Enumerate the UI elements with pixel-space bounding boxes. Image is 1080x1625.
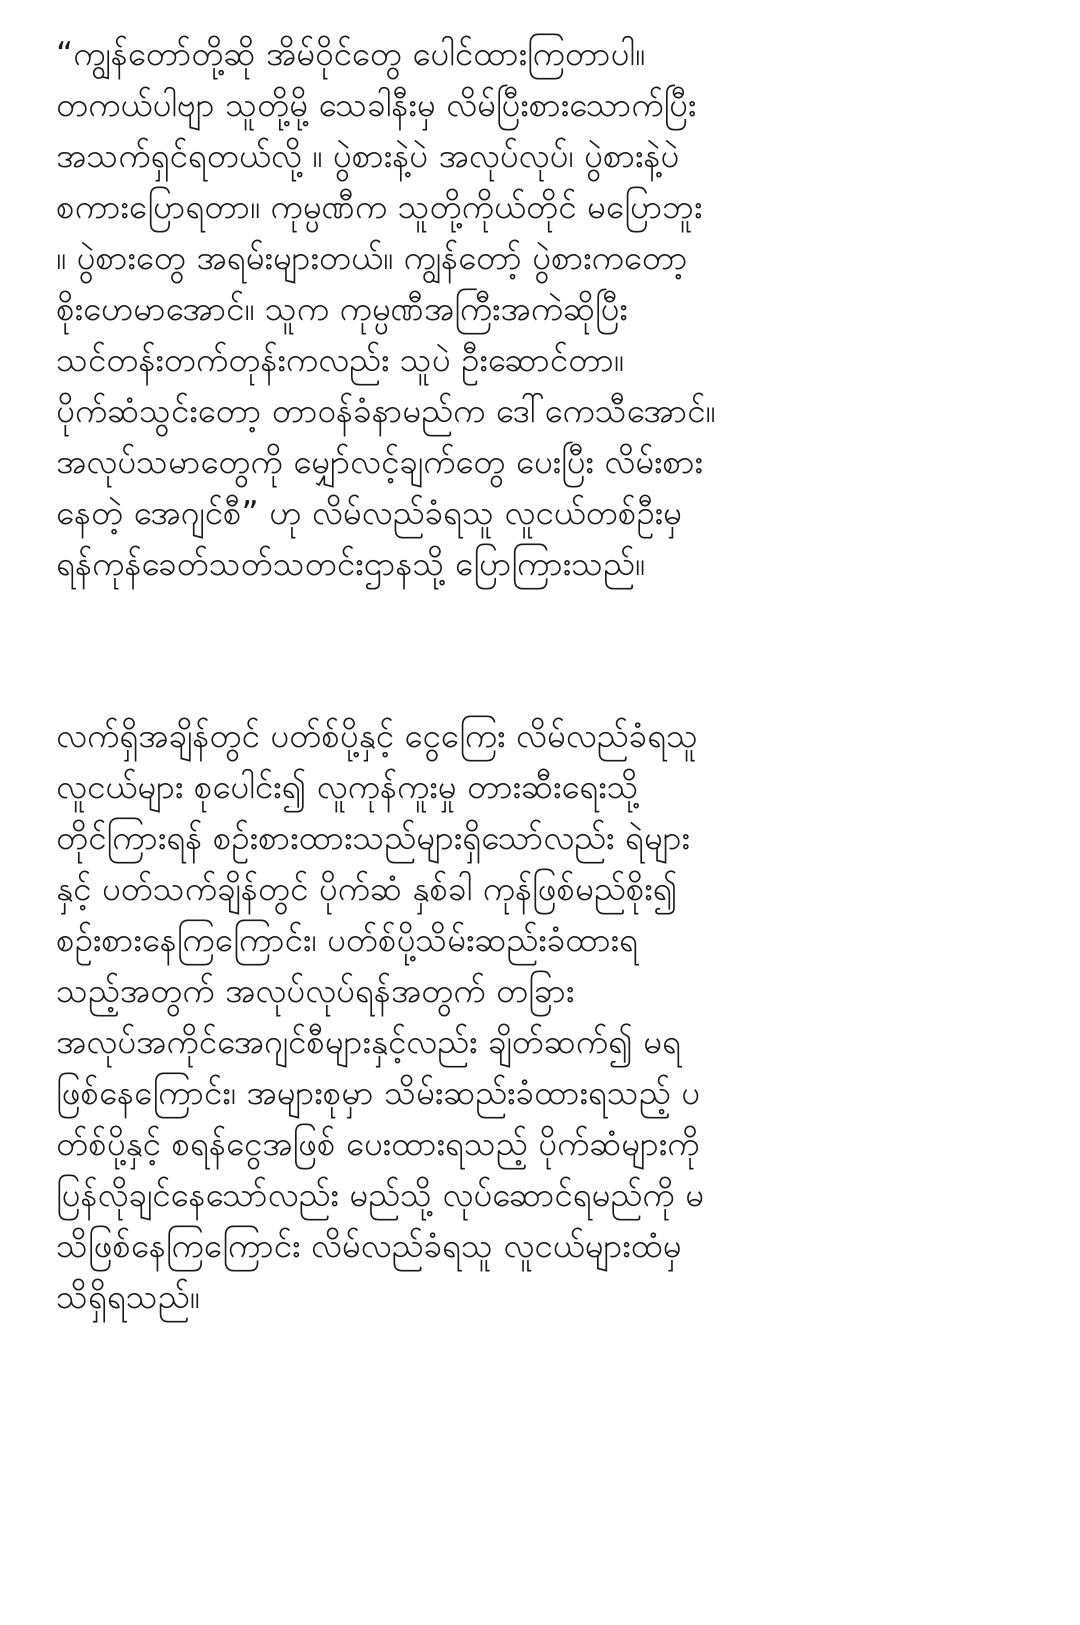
text-line: တိုင်ကြားရန် စဉ်းစားထားသည်များရှိသော်လည်း ရဲများ xyxy=(56,818,690,857)
paragraph-quote xyxy=(56,28,1046,589)
paragraph-spacer xyxy=(56,589,1046,710)
text-line: ရန်ကုန်ခေတ်သတ်သတင်းဌာနသို့ ပြောကြားသည်။ xyxy=(56,544,645,583)
text-line: တကယ်ပါဗျာ သူတို့မို့ သေခါနီးမှ လိမ်ပြီးစားသောက်ပြီး xyxy=(56,85,697,124)
text-line: လက်ရှိအချိန်တွင် ပတ်စ်ပို့နှင့် ငွေကြေး လိမ်လည်ခံရသူ xyxy=(56,716,698,755)
text-line: နှင့် ပတ်သက်ချိန်တွင် ပိုက်ဆံ နှစ်ခါ ကုန်ဖြစ်မည်စိုး၍ xyxy=(56,869,678,908)
article-body xyxy=(56,28,1046,1322)
text-line: စိုးဟေမာအောင်။ သူက ကုမ္ပဏီအကြီးအကဲဆိုပြီး xyxy=(56,289,628,328)
text-line: ပိုက်ဆံသွင်းတော့ တာဝန်ခံနာမည်က ဒေါ်ကေသီအောင်။ xyxy=(56,391,716,430)
text-line: တ်စ်ပို့နှင့် စရန်ငွေအဖြစ် ပေးထားရသည့် ပိုက်ဆံများကို xyxy=(56,1124,700,1163)
text-line: အသက်ရှင်ရတယ်လို့ ။ ပွဲစားနဲ့ပဲ အလုပ်လုပ်၊ ပွဲစားနဲ့ပဲ xyxy=(56,136,680,175)
paragraph-report xyxy=(56,710,1046,1322)
text-line: လူငယ်များ စုပေါင်း၍ လူကုန်ကူးမှု တားဆီးရေးသို့ xyxy=(56,767,639,806)
text-line: ။ ပွဲစားတွေ အရမ်းများတယ်။ ကျွန်တော့် ပွဲစားကတော့ xyxy=(56,238,688,277)
text-line: နေတဲ့ အေဂျင်စီ” ဟု လိမ်လည်ခံရသူ လူငယ်တစ်ဦးမှ xyxy=(56,493,682,532)
text-line: သိဖြစ်နေကြကြောင်း လိမ်လည်ခံရသူ လူငယ်များထံမှ xyxy=(56,1226,682,1265)
text-line: အလုပ်သမာတွေကို မျှော်လင့်ချက်တွေ ပေးပြီး လိမ်းစား xyxy=(56,442,703,481)
text-line: ဖြစ်နေကြောင်း၊ အများစုမှာ သိမ်းဆည်းခံထားရသည့် ပ xyxy=(56,1073,700,1112)
text-line: စဉ်းစားနေကြကြောင်း၊ ပတ်စ်ပို့သိမ်းဆည်းခံထားရ xyxy=(56,920,638,959)
text-line: စကားပြောရတာ။ ကုမ္ပဏီက သူတို့ကိုယ်တိုင် မပြောဘူး xyxy=(56,187,703,226)
text-line: အလုပ်အကိုင်အေဂျင်စီများနှင့်လည်း ချိတ်ဆက်၍ မရ xyxy=(56,1022,681,1061)
text-line: သိရှိရသည်။ xyxy=(56,1277,200,1316)
text-line: သင်တန်းတက်တုန်းကလည်း သူပဲ ဦးဆောင်တာ။ xyxy=(56,340,624,379)
text-line: ပြန်လိုချင်နေသော်လည်း မည်သို့ လုပ်ဆောင်ရမည်ကို မ xyxy=(56,1175,704,1214)
text-line: သည့်အတွက် အလုပ်လုပ်ရန်အတွက် တခြား xyxy=(56,971,575,1010)
text-line: “ကျွန်တော်တို့ဆို အိမ်ဝိုင်တွေ ပေါင်ထားကြတာပါ။ xyxy=(56,34,645,73)
